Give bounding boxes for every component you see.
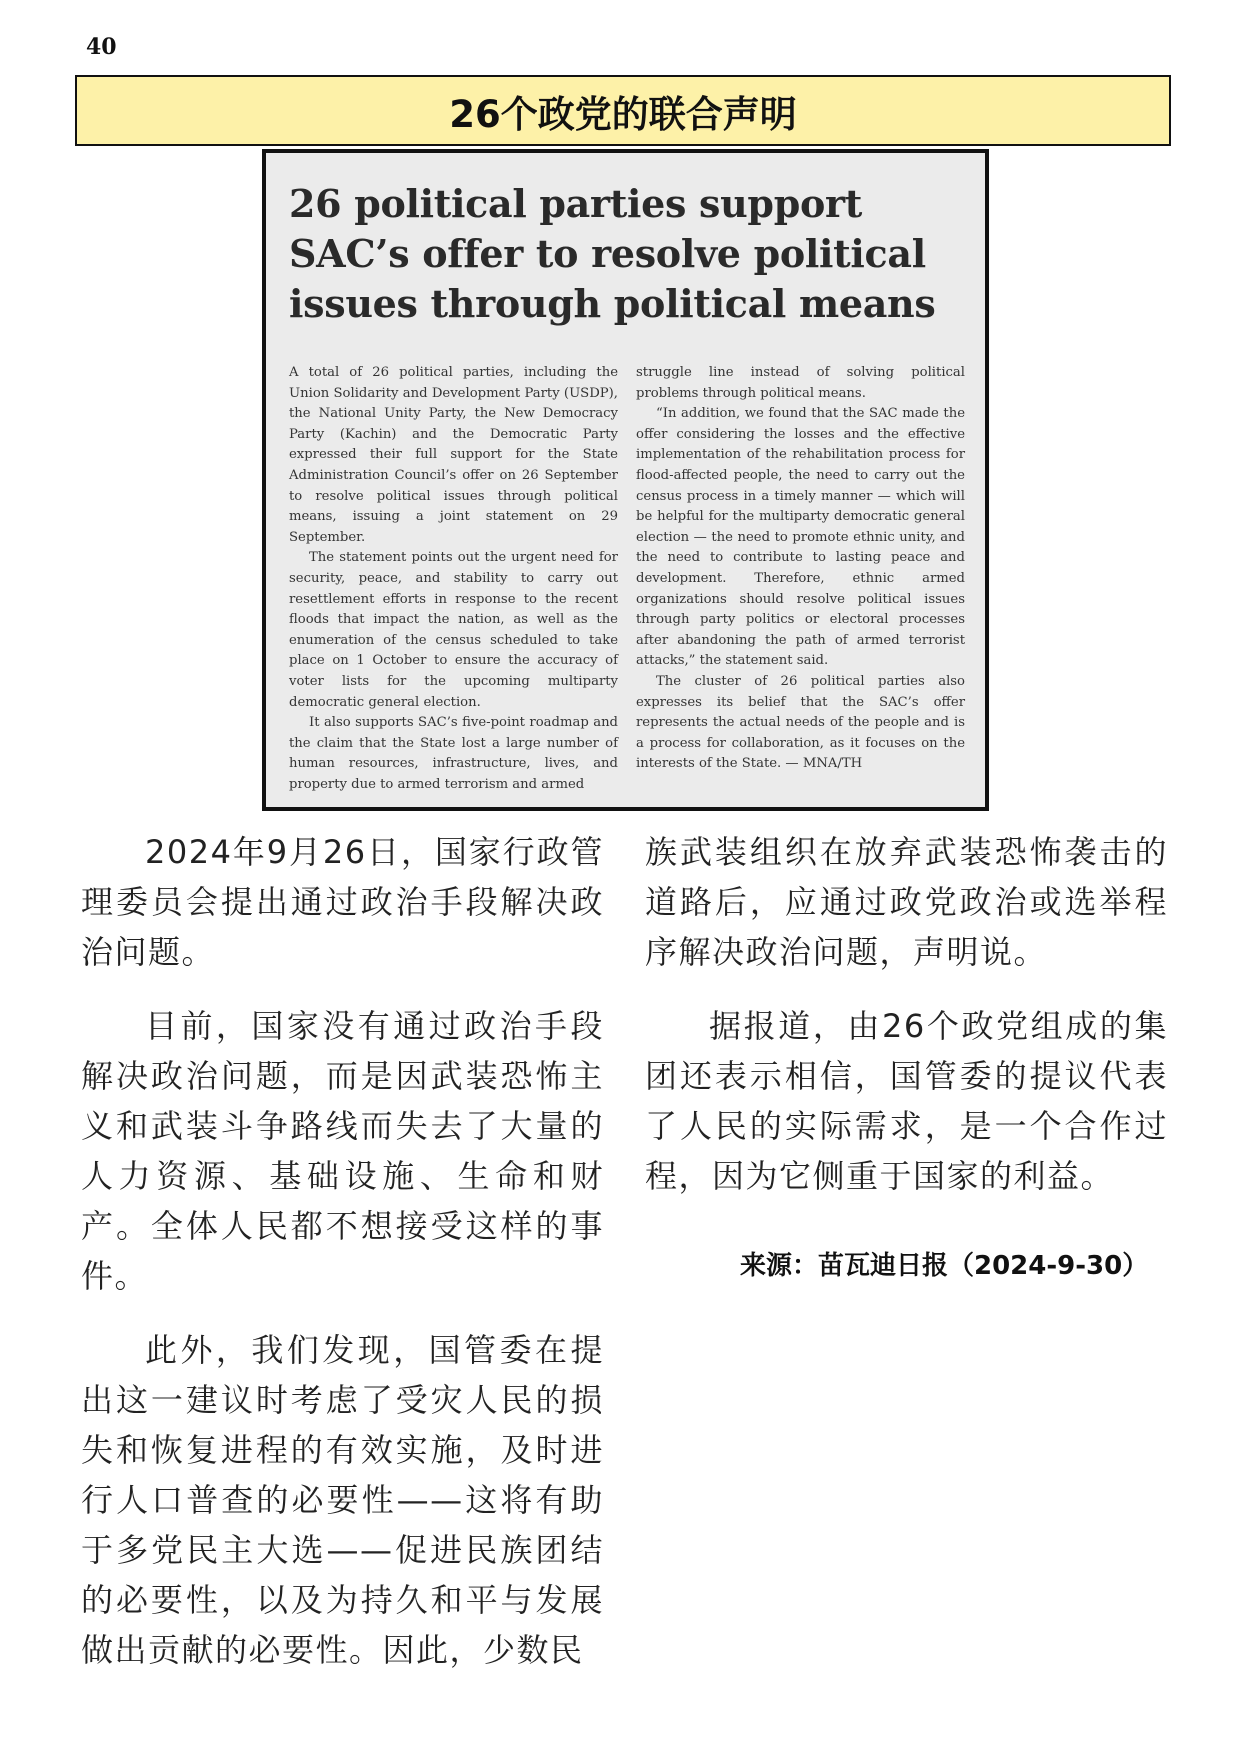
clipping-right-column — [636, 363, 965, 783]
clipping-left-column — [289, 363, 618, 792]
body-paragraph: 族武装组织在放弃武装恐怖袭击的道路后，应通过政党政治或选举程序解决政治问题，声明说。 — [645, 833, 1168, 971]
body-right-column — [645, 827, 1168, 1225]
body-paragraph: 据报道，由26个政党组成的集团还表示相信，国管委的提议代表了人民的实际需求，是一个合作过程，因为它侧重于国家的利益。 — [645, 1007, 1168, 1195]
clipping-paragraph: struggle line instead of solving political problems through political means. — [636, 365, 965, 401]
clipping-headline: 26 political parties support SAC’s offer to resolve political issues through political means — [289, 181, 936, 326]
clipping-columns — [289, 363, 965, 792]
page-number: 40 — [86, 34, 117, 60]
clipping-paragraph: The statement points out the urgent need for security, peace, and stability to carry out resettlement efforts in response to the recent floods that impact the nation, as well as the enumeration of the census scheduled to take place on 1 October to ensure the accuracy of voter lists for the upcoming multiparty democratic general election. — [289, 550, 618, 710]
body-left-column — [81, 827, 604, 1699]
news-clipping — [262, 149, 989, 811]
body-paragraph: 2024年9月26日，国家行政管理委员会提出通过政治手段解决政治问题。 — [81, 833, 604, 971]
clipping-paragraph: The cluster of 26 political parties also expresses its belief that the SAC’s offer represents the actual needs of the people and is a process for collaboration, as it focuses on the interests of the State. — MNA/TH — [636, 673, 965, 772]
clipping-paragraph: A total of 26 political parties, including the Union Solidarity and Development Party (USDP), the National Unity Party, the New Democracy Party (Kachin) and the Democratic Party expressed their full support for the State Administration Council’s offer on 26 September to resolve political issues through political means, issuing a joint statement on 29 September. — [289, 365, 618, 545]
clipping-paragraph: It also supports SAC’s five-point roadmap and the claim that the State lost a large number of human resources, infrastructure, lives, and property due to armed terrorism and armed — [289, 715, 618, 792]
clipping-paragraph: “In addition, we found that the SAC made the offer considering the losses and the effective implementation of the rehabilitation process for flood-affected people, the need to carry out the census process in a timely manner — which will be helpful for the multiparty democratic general election — the need to promote ethnic unity, and the need to contribute to lasting peace and development. Therefore, ethnic armed organizations should resolve political issues through party politics or electoral processes after abandoning the path of armed terrorist attacks,” the statement said. — [636, 406, 965, 669]
source-citation: 来源：苗瓦迪日报（2024-9-30） — [740, 1251, 1149, 1281]
body-paragraph: 目前，国家没有通过政治手段解决政治问题，而是因武装恐怖主义和武装斗争路线而失去了大量的人力资源、基础设施、生命和财产。全体人民都不想接受这样的事件。 — [81, 1007, 604, 1295]
page-title: 26个政党的联合声明 — [449, 92, 797, 136]
title-banner — [75, 75, 1171, 146]
body-paragraph: 此外，我们发现，国管委在提出这一建议时考虑了受灾人民的损失和恢复进程的有效实施，及时进行人口普查的必要性——这将有助于多党民主大选——促进民族团结的必要性，以及为持久和平与发展做出贡献的必要性。因此，少数民 — [81, 1331, 604, 1669]
